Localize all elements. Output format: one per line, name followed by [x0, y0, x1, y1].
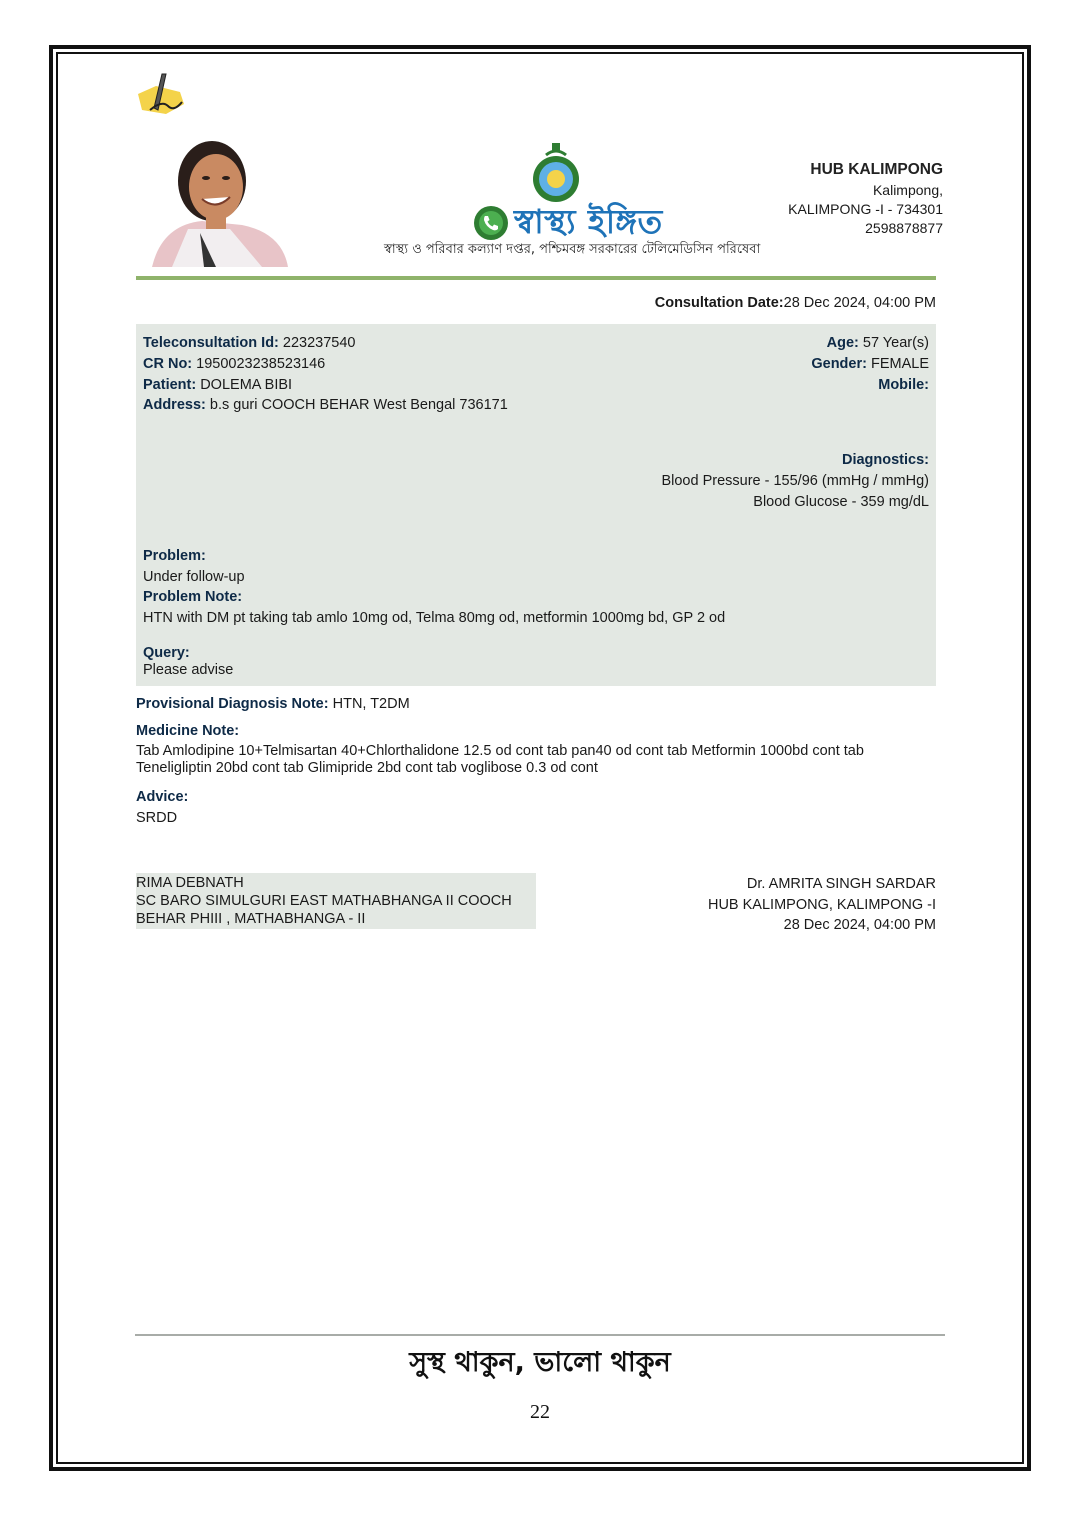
problem-label: Problem: [143, 548, 206, 564]
patient-name: DOLEMA BIBI [200, 376, 293, 393]
portrait-photo [142, 133, 288, 267]
provisional-diagnosis-label: Provisional Diagnosis Note: [136, 696, 329, 712]
medicine-note [136, 723, 936, 778]
consultation-date [655, 295, 936, 311]
consultation-date-value: 28 Dec 2024, 04:00 PM [783, 295, 936, 311]
logo-title: স্বাস্থ্য ইঙ্গিত [514, 202, 663, 241]
patient-details-box [136, 324, 936, 686]
patient-address: b.s guri COOCH BEHAR West Bengal 736171 [209, 397, 508, 414]
blood-pressure-reading: Blood Pressure - 155/96 (mmHg / mmHg) [661, 472, 929, 489]
problem-note: HTN with DM pt taking tab amlo 10mg od, Telma 80mg od, metformin 1000mg bd, GP 2 od [143, 609, 726, 626]
medicine-note-line2: Teneligliptin 20bd cont tab Glimipride 2bd cont tab voglibose 0.3 od cont [136, 760, 598, 776]
blood-glucose-reading: Blood Glucose - 359 mg/dL [753, 493, 929, 510]
cr-no: 1950023238523146 [196, 355, 326, 372]
query-label: Query: [143, 645, 190, 661]
patient-gender: FEMALE [870, 355, 929, 372]
hub-name: HUB KALIMPONG [810, 161, 943, 178]
diagnostics-block [661, 450, 929, 512]
hub-phone: 2598878877 [865, 220, 943, 236]
consultation-date-label: Consultation Date: [654, 295, 784, 311]
hub-line2: KALIMPONG -I - 734301 [788, 201, 943, 217]
problem-block [143, 546, 725, 628]
health-worker-name: RIMA DEBNATH [136, 875, 244, 891]
logo-subtitle: স্বাস্থ্য ও পরিবার কল্যাণ দপ্তর, পশ্চিমবঙ্গ সরকারের টেলিমেডিসিন পরিষেবা [384, 242, 761, 257]
page-number: 22 [530, 1401, 550, 1423]
patient-right-column [811, 333, 929, 395]
doctor-hub: HUB KALIMPONG, KALIMPONG -I [707, 896, 936, 913]
gender-label: Gender: [811, 355, 867, 372]
patient-label: Patient: [143, 376, 197, 393]
advice-block [136, 787, 188, 828]
provisional-diagnosis-value: HTN, T2DM [332, 696, 410, 712]
problem-value: Under follow-up [143, 568, 245, 585]
diagnostics-label: Diagnostics: [841, 452, 929, 468]
footer-divider [135, 1334, 945, 1336]
provisional-diagnosis [136, 696, 410, 712]
advice-value: SRDD [136, 809, 178, 826]
query-value: Please advise [143, 662, 234, 678]
patient-age: 57 Year(s) [862, 335, 929, 351]
advice-label: Advice: [136, 789, 189, 805]
teleconsultation-id: 223237540 [282, 335, 356, 351]
health-worker-block [136, 873, 536, 929]
hub-address-block [788, 160, 943, 238]
address-label: Address: [143, 397, 206, 414]
footer-slogan: সুস্থ থাকুন, ভালো থাকুন [409, 1347, 671, 1378]
mobile-label: Mobile: [878, 376, 929, 393]
cr-no-label: CR No: [143, 355, 193, 372]
medicine-note-label: Medicine Note: [136, 723, 240, 739]
problem-note-label: Problem Note: [143, 589, 243, 606]
header-divider [136, 276, 936, 280]
medicine-note-line1: Tab Amlodipine 10+Telmisartan 40+Chlorthalidone 12.5 od cont tab pan40 od cont tab Metformin 1000bd cont tab [136, 742, 864, 759]
age-label: Age: [826, 335, 859, 351]
phone-icon [473, 205, 509, 241]
query-block [143, 645, 233, 679]
doctor-name: Dr. AMRITA SINGH SARDAR [746, 876, 936, 892]
doctor-block [708, 874, 936, 936]
patient-left-column [143, 333, 508, 416]
west-bengal-emblem-icon [530, 143, 582, 203]
pen-signature-icon [136, 70, 188, 116]
health-worker-line2: BEHAR PHIII , MATHABHANGA - II [136, 911, 366, 927]
hub-line1: Kalimpong, [872, 182, 943, 198]
health-worker-line1: SC BARO SIMULGURI EAST MATHABHANGA II COOCH [136, 893, 512, 909]
teleconsultation-id-label: Teleconsultation Id: [143, 335, 279, 351]
doctor-date: 28 Dec 2024, 04:00 PM [783, 917, 936, 933]
